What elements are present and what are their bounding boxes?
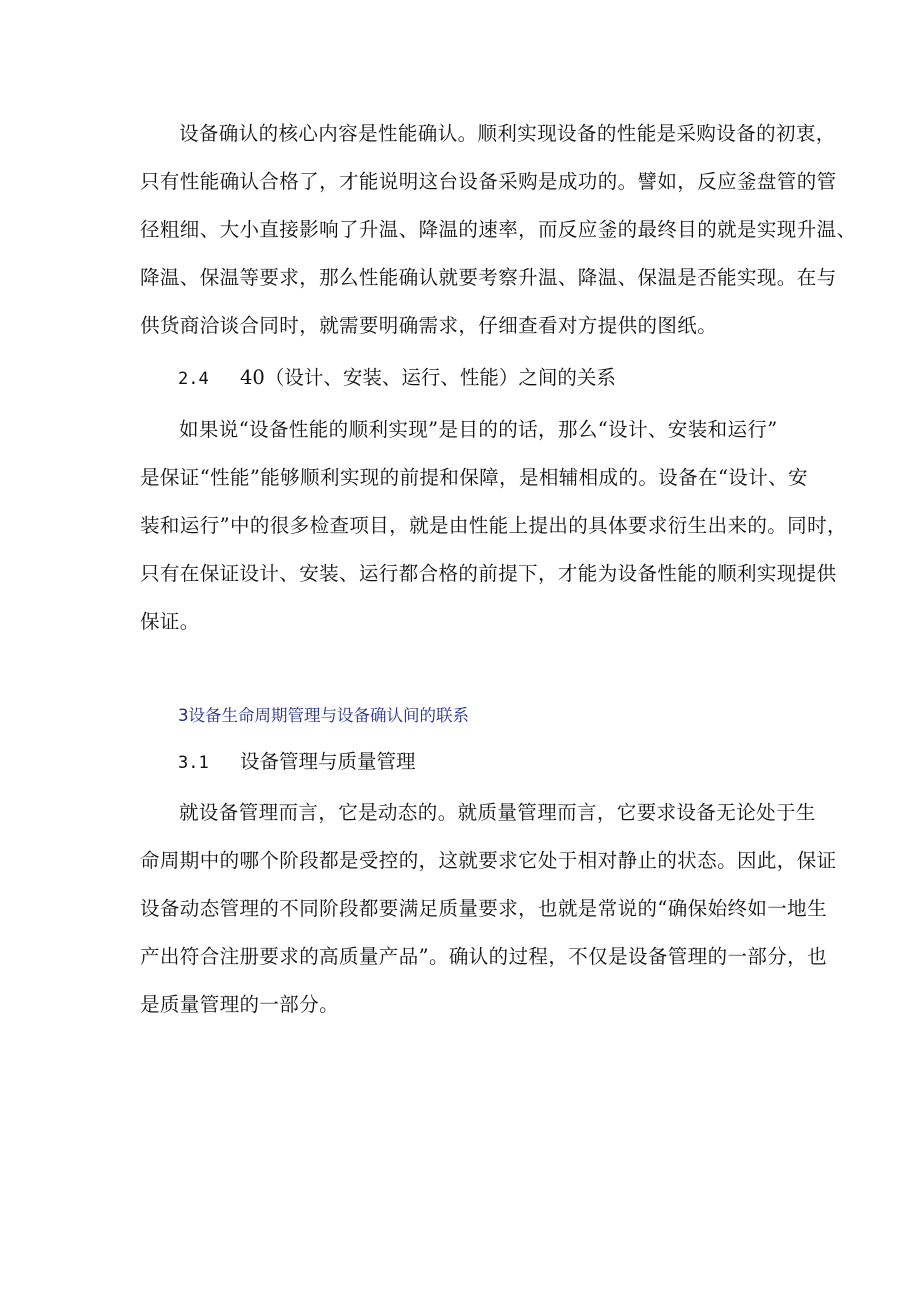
- paragraph-equipment-quality-management: [140, 789, 837, 1029]
- text-line: 装和运行”中的很多检查项目，就是由性能上提出的具体要求衍生出来的。同时，: [140, 514, 847, 537]
- text-line: 只有在保证设计、安装、运行都合格的前提下，才能为设备性能的顺利实现提供: [140, 562, 837, 585]
- text-line: 只有性能确认合格了，才能说明这台设备采购是成功的。譬如，反应釜盘管的管: [140, 170, 837, 193]
- text-line: 是质量管理的一部分。: [140, 993, 340, 1016]
- text-line: 降温、保温等要求，那么性能确认就要考察升温、降温、保温是否能实现。在与: [140, 266, 837, 289]
- text-line: 产出符合注册要求的高质量产品”。确认的过程，不仅是设备管理的一部分，也: [140, 945, 827, 968]
- text-line: 命周期中的哪个阶段都是受控的，这就要求它处于相对静止的状态。因此，保证: [140, 849, 837, 872]
- text-line: 供货商洽谈合同时，就需要明确需求，仔细查看对方提供的图纸。: [140, 314, 718, 337]
- text-line: 设备动态管理的不同阶段都要满足质量要求，也就是常说的“确保始终如一地生: [140, 897, 827, 920]
- section-heading-3: 3设备生命周期管理与设备确认间的联系: [178, 706, 469, 725]
- paragraph-performance-qualification: [140, 110, 857, 350]
- paragraph-relationship: [140, 406, 847, 646]
- text-line: 就设备管理而言，它是动态的。就质量管理而言，它要求设备无论处于生: [179, 801, 816, 824]
- text-line: 设备确认的核心内容是性能确认。顺利实现设备的性能是采购设备的初衷，: [179, 122, 836, 145]
- subheading-text: 设备管理与质量管理: [240, 750, 416, 773]
- subheading-text: 40（设计、安装、运行、性能）之间的关系: [240, 366, 616, 389]
- subheading-2-4: [178, 364, 616, 393]
- subheading-number: 2.4: [178, 369, 209, 389]
- text-line: 径粗细、大小直接影响了升温、降温的速率，而反应釜的最终目的就是实现升温、: [140, 218, 857, 241]
- text-line: 保证。: [140, 610, 200, 633]
- text-line: 如果说“设备性能的顺利实现”是目的的话，那么“设计、安装和运行”: [179, 418, 778, 441]
- subheading-3-1: [178, 748, 416, 777]
- text-line: 是保证“性能”能够顺利实现的前提和保障，是相辅相成的。设备在“设计、安: [140, 466, 808, 489]
- subheading-number: 3.1: [178, 753, 209, 773]
